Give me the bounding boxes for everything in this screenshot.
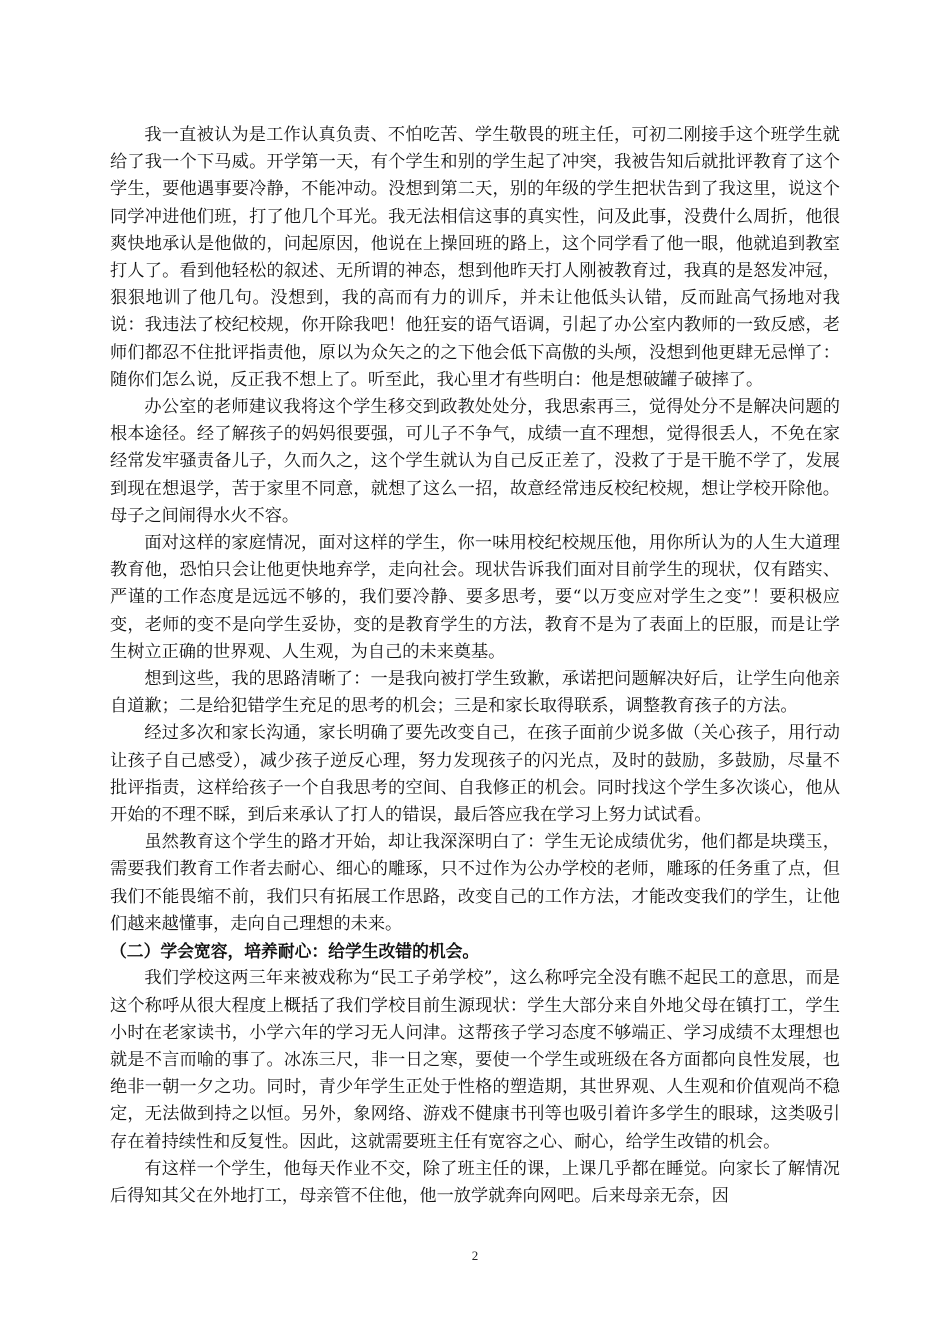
paragraph-5: 经过多次和家长沟通，家长明确了要先改变自己，在孩子面前少说多做（关心孩子，用行动让孩子自己感受），减少孩子逆反心理，努力发现孩子的闪光点，及时的鼓励，多鼓励，尽量不批评指责，这样给孩子一个自我思考的空间、自我修正的机会。同时找这个学生多次谈心，他从开始的不理不睬，到后来承认了打人的错误，最后答应我在学习上努力试试看。 [110,723,840,826]
page-number: 2 [471,1248,479,1263]
paragraph-8: 有这样一个学生，他每天作业不交，除了班主任的课，上课几乎都在睡觉。向家长了解情况后得知其父在外地打工，母亲管不住他，他一放学就奔向网吧。后来母亲无奈，因 [110,1158,840,1206]
paragraph-1: 我一直被认为是工作认真负责、不怕吃苦、学生敬畏的班主任，可初二刚接手这个班学生就给了我一个下马威。开学第一天，有个学生和别的学生起了冲突，我被告知后就批评教育了这个学生，要他遇事要冷静，不能冲动。没想到第二天，别的年级的学生把状告到了我这里，说这个同学冲进他们班，打了他几个耳光。我无法相信这事的真实性，问及此事，没费什么周折，他很爽快地承认是他做的，问起原因，他说在上操回班的路上，这个同学看了他一眼，他就追到教室打人了。看到他轻松的叙述、无所谓的神态，想到他昨天打人刚被教育过，我真的是怒发冲冠，狠狠地训了他几句。没想到，我的高而有力的训斥，并未让他低头认错，反而趾高气扬地对我说：我违法了校纪校规，你开除我吧！他狂妄的语气语调，引起了办公室内教师的一致反感，老师们都忍不住批评指责他，原以为众矢之的之下他会低下高傲的头颅，没想到他更肆无忌惮了：随你们怎么说，反正我不想上了。听至此，我心里才有些明白：他是想破罐子破摔了。 [110,125,840,390]
document-body [110,122,840,1210]
paragraph-6: 虽然教育这个学生的路才开始，却让我深深明白了：学生无论成绩优劣，他们都是块璞玉，需要我们教育工作者去耐心、细心的雕琢，只不过作为公办学校的老师，雕琢的任务重了点，但我们不能畏缩不前，我们只有拓展工作思路，改变自己的工作方法，才能改变我们的学生，让他们越来越懂事，走向自己理想的未来。 [110,832,840,934]
paragraph-4: 想到这些，我的思路清晰了：一是我向被打学生致歉，承诺把问题解决好后，让学生向他亲自道歉；二是给犯错学生充足的思考的机会；三是和家长取得联系，调整教育孩子的方法。 [110,669,840,717]
paragraph-2: 办公室的老师建议我将这个学生移交到政教处处分，我思索再三，觉得处分不是解决问题的根本途径。经了解孩子的妈妈很要强，可儿子不争气，成绩一直不理想，觉得很丢人，不免在家经常发牢骚责备儿子，久而久之，这个学生就认为自己反正差了，没救了于是干脆不学了，发展到现在想退学，苦于家里不同意，就想了这么一招，故意经常违反校纪校规，想让学校开除他。母子之间闹得水火不容。 [110,397,840,526]
paragraph-3: 面对这样的家庭情况，面对这样的学生，你一味用校纪校规压他，用你所认为的人生大道理教育他，恐怕只会让他更快地弃学，走向社会。现状告诉我们面对目前学生的现状，仅有踏实、严谨的工作态度是远远不够的，我们要冷静、要多思考，要“以万变应对学生之变”！要积极应变，老师的变不是向学生妥协，变的是教育学生的方法，教育不是为了表面上的臣服，而是让学生树立正确的世界观、人生观，为自己的未来奠基。 [110,533,840,662]
section-heading: （二）学会宽容，培养耐心：给学生改错的机会。 [110,941,480,962]
paragraph-7: 我们学校这两三年来被戏称为“民工子弟学校”，这么称呼完全没有瞧不起民工的意思，而是这个称呼从很大程度上概括了我们学校目前生源现状：学生大部分来自外地父母在镇打工，学生小时在老家读书，小学六年的学习无人问津。这帮孩子学习态度不够端正、学习成绩不太理想也就是不言而喻的事了。冰冻三尺，非一日之寒，要使一个学生或班级在各方面都向良性发展，也绝非一朝一夕之功。同时，青少年学生正处于性格的塑造期，其世界观、人生观和价值观尚不稳定，无法做到持之以恒。另外，象网络、游戏不健康书刊等也吸引着许多学生的眼球，这类吸引存在着持续性和反复性。因此，这就需要班主任有宽容之心、耐心，给学生改错的机会。 [110,968,840,1152]
